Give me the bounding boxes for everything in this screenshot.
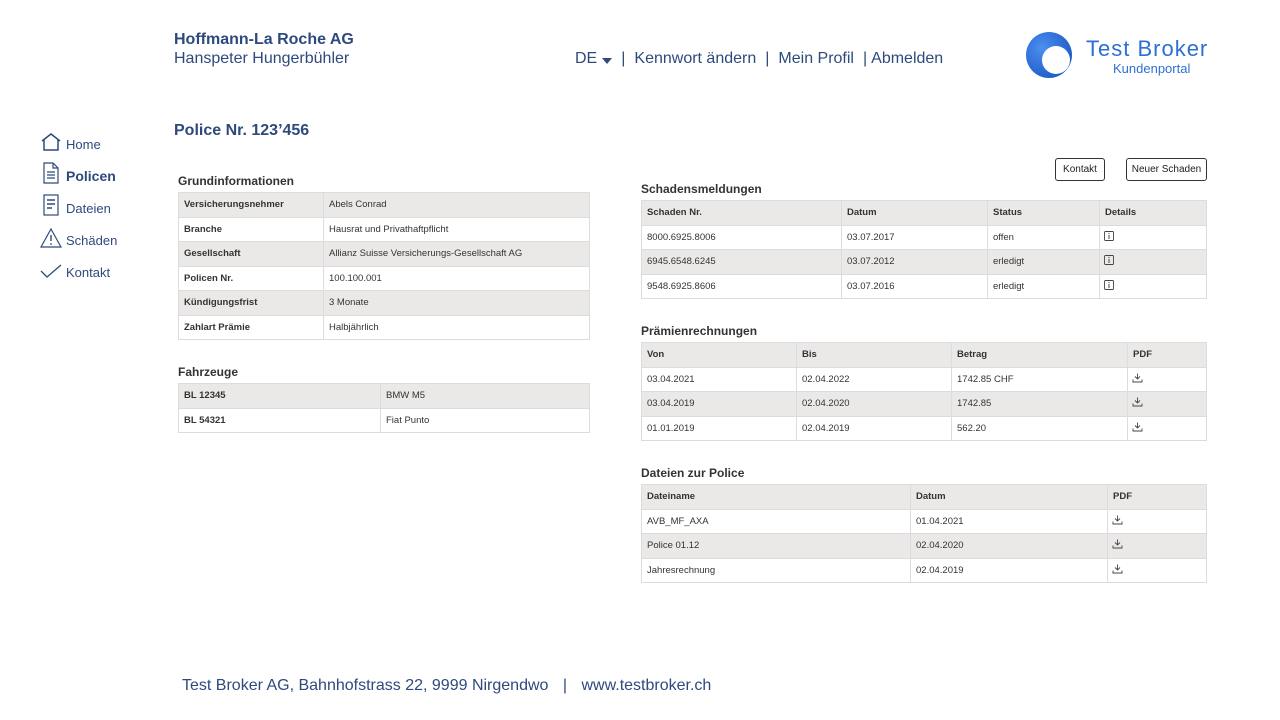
table-row [179,217,590,242]
vehicle-model: BMW M5 [381,384,590,409]
table-row [642,558,1207,583]
sidebar-item-kontakt[interactable] [40,248,117,280]
company-name: Hoffmann-La Roche AG [174,31,354,48]
claim-number: 6945.6548.6245 [642,250,842,275]
new-claim-button[interactable]: Neuer Schaden [1126,158,1207,181]
claim-status: erledigt [988,250,1100,275]
table-row [642,250,1207,275]
nav-separator: | [765,50,770,67]
sidebar-item-label: Policen [66,168,116,184]
info-key: Zahlart Prämie [179,315,324,340]
column-header: Betrag [952,343,1128,368]
table-row [642,225,1207,250]
dateien-table [641,484,1207,583]
sidebar-item-home[interactable] [40,120,117,152]
table-row [642,534,1207,559]
invoice-from: 01.01.2019 [642,416,797,441]
invoice-amount: 1742.85 [952,392,1128,417]
pdf-cell [1108,558,1207,583]
grundinfo-title: Grundinformationen [178,174,294,188]
column-header: Schaden Nr. [642,201,842,226]
info-icon[interactable] [1104,231,1114,241]
dateien-title: Dateien zur Police [641,466,745,480]
vehicle-model: Fiat Punto [381,408,590,433]
grundinfo-table [178,192,590,340]
praemien-table [641,342,1207,441]
logout-link[interactable]: Abmelden [871,50,944,67]
details-cell [1100,274,1207,299]
table-row[interactable] [179,408,590,433]
logo[interactable] [1025,30,1209,80]
sidebar-item-label: Home [66,137,101,152]
claim-date: 03.07.2012 [842,250,988,275]
pdf-cell [1128,367,1207,392]
sidebar [40,120,117,280]
file-date: 02.04.2019 [911,558,1108,583]
file-date: 02.04.2020 [911,534,1108,559]
column-header: Datum [842,201,988,226]
table-row [642,509,1207,534]
info-key: Policen Nr. [179,266,324,291]
invoice-to: 02.04.2020 [797,392,952,417]
pdf-cell [1108,534,1207,559]
pdf-cell [1108,509,1207,534]
download-icon[interactable] [1132,373,1143,383]
column-header: Von [642,343,797,368]
table-header-row [642,343,1207,368]
invoice-from: 03.04.2019 [642,392,797,417]
table-row[interactable] [179,384,590,409]
claim-status: offen [988,225,1100,250]
info-value: Abels Conrad [324,193,590,218]
column-header: PDF [1108,485,1207,510]
download-icon[interactable] [1112,515,1123,525]
table-row [179,193,590,218]
schaden-title: Schadensmeldungen [641,182,762,196]
warning-icon [40,226,62,248]
info-value: Hausrat und Privathaftpflicht [324,217,590,242]
invoice-to: 02.04.2022 [797,367,952,392]
info-icon[interactable] [1104,280,1114,290]
info-value: Allianz Suisse Versicherungs-Gesellschaft AG [324,242,590,267]
profile-link[interactable]: Mein Profil [778,50,854,67]
footer [182,677,711,695]
change-password-link[interactable]: Kennwort ändern [634,50,757,67]
column-header: Dateiname [642,485,911,510]
logo-subtitle: Kundenportal [1113,61,1191,76]
column-header: Details [1100,201,1207,226]
sidebar-item-policen[interactable] [40,152,117,184]
pdf-cell [1128,416,1207,441]
table-row [179,291,590,316]
language-select[interactable] [575,50,612,68]
file-list-icon [40,194,62,216]
page-title: Police Nr. 123’456 [174,122,310,139]
file-date: 01.04.2021 [911,509,1108,534]
user-name: Hanspeter Hungerbühler [174,50,350,67]
claim-status: erledigt [988,274,1100,299]
table-header-row [642,485,1207,510]
nav-separator: | [621,50,626,67]
sidebar-item-schaeden[interactable] [40,216,117,248]
claim-number: 8000.6925.8006 [642,225,842,250]
home-icon [40,130,62,152]
nav-separator: | [862,50,868,67]
info-icon[interactable] [1104,255,1114,265]
document-icon [40,162,62,184]
file-name: AVB_MF_AXA [642,509,911,534]
info-value: 3 Monate [324,291,590,316]
table-row [642,392,1207,417]
download-icon[interactable] [1132,422,1143,432]
fahrzeuge-table [178,383,590,433]
sidebar-item-label: Kontakt [66,265,111,280]
invoice-from: 03.04.2021 [642,367,797,392]
table-row [642,274,1207,299]
language-value: DE [575,50,598,67]
footer-address: Test Broker AG, Bahnhofstrass 22, 9999 Nirgendwo [182,677,549,694]
table-row [179,315,590,340]
fahrzeuge-title: Fahrzeuge [178,365,239,379]
claim-number: 9548.6925.8606 [642,274,842,299]
details-cell [1100,225,1207,250]
sidebar-item-label: Schäden [66,233,118,248]
table-row [642,367,1207,392]
sidebar-item-dateien[interactable] [40,184,117,216]
pdf-cell [1128,392,1207,417]
top-nav [575,50,943,68]
download-icon[interactable] [1112,564,1123,574]
table-row [179,242,590,267]
vehicle-plate: BL 12345 [179,384,381,409]
column-header: Status [988,201,1100,226]
table-row [179,266,590,291]
column-header: Bis [797,343,952,368]
file-name: Police 01.12 [642,534,911,559]
chevron-down-icon [602,58,612,64]
footer-separator: | [562,677,568,694]
invoice-amount: 1742.85 CHF [952,367,1128,392]
info-value: Halbjährlich [324,315,590,340]
checkmark-icon [40,258,62,280]
claim-date: 03.07.2016 [842,274,988,299]
praemien-title: Prämienrechnungen [641,324,758,338]
logo-mark-icon [1025,30,1075,80]
info-key: Gesellschaft [179,242,324,267]
column-header: PDF [1128,343,1207,368]
sidebar-item-label: Dateien [66,201,111,216]
logo-title: Test Broker [1086,36,1209,61]
download-icon[interactable] [1132,397,1143,407]
file-name: Jahresrechnung [642,558,911,583]
table-header-row [642,201,1207,226]
claim-date: 03.07.2017 [842,225,988,250]
footer-website-link[interactable]: www.testbroker.ch [581,677,712,694]
info-key: Branche [179,217,324,242]
info-value: 100.100.001 [324,266,590,291]
download-icon[interactable] [1112,539,1123,549]
details-cell [1100,250,1207,275]
info-key: Kündigungsfrist [179,291,324,316]
schaden-table [641,200,1207,299]
vehicle-plate: BL 54321 [179,408,381,433]
company-block [174,31,354,69]
invoice-to: 02.04.2019 [797,416,952,441]
table-row [642,416,1207,441]
contact-button[interactable]: Kontakt [1055,158,1105,181]
invoice-amount: 562.20 [952,416,1128,441]
column-header: Datum [911,485,1108,510]
info-key: Versicherungsnehmer [179,193,324,218]
